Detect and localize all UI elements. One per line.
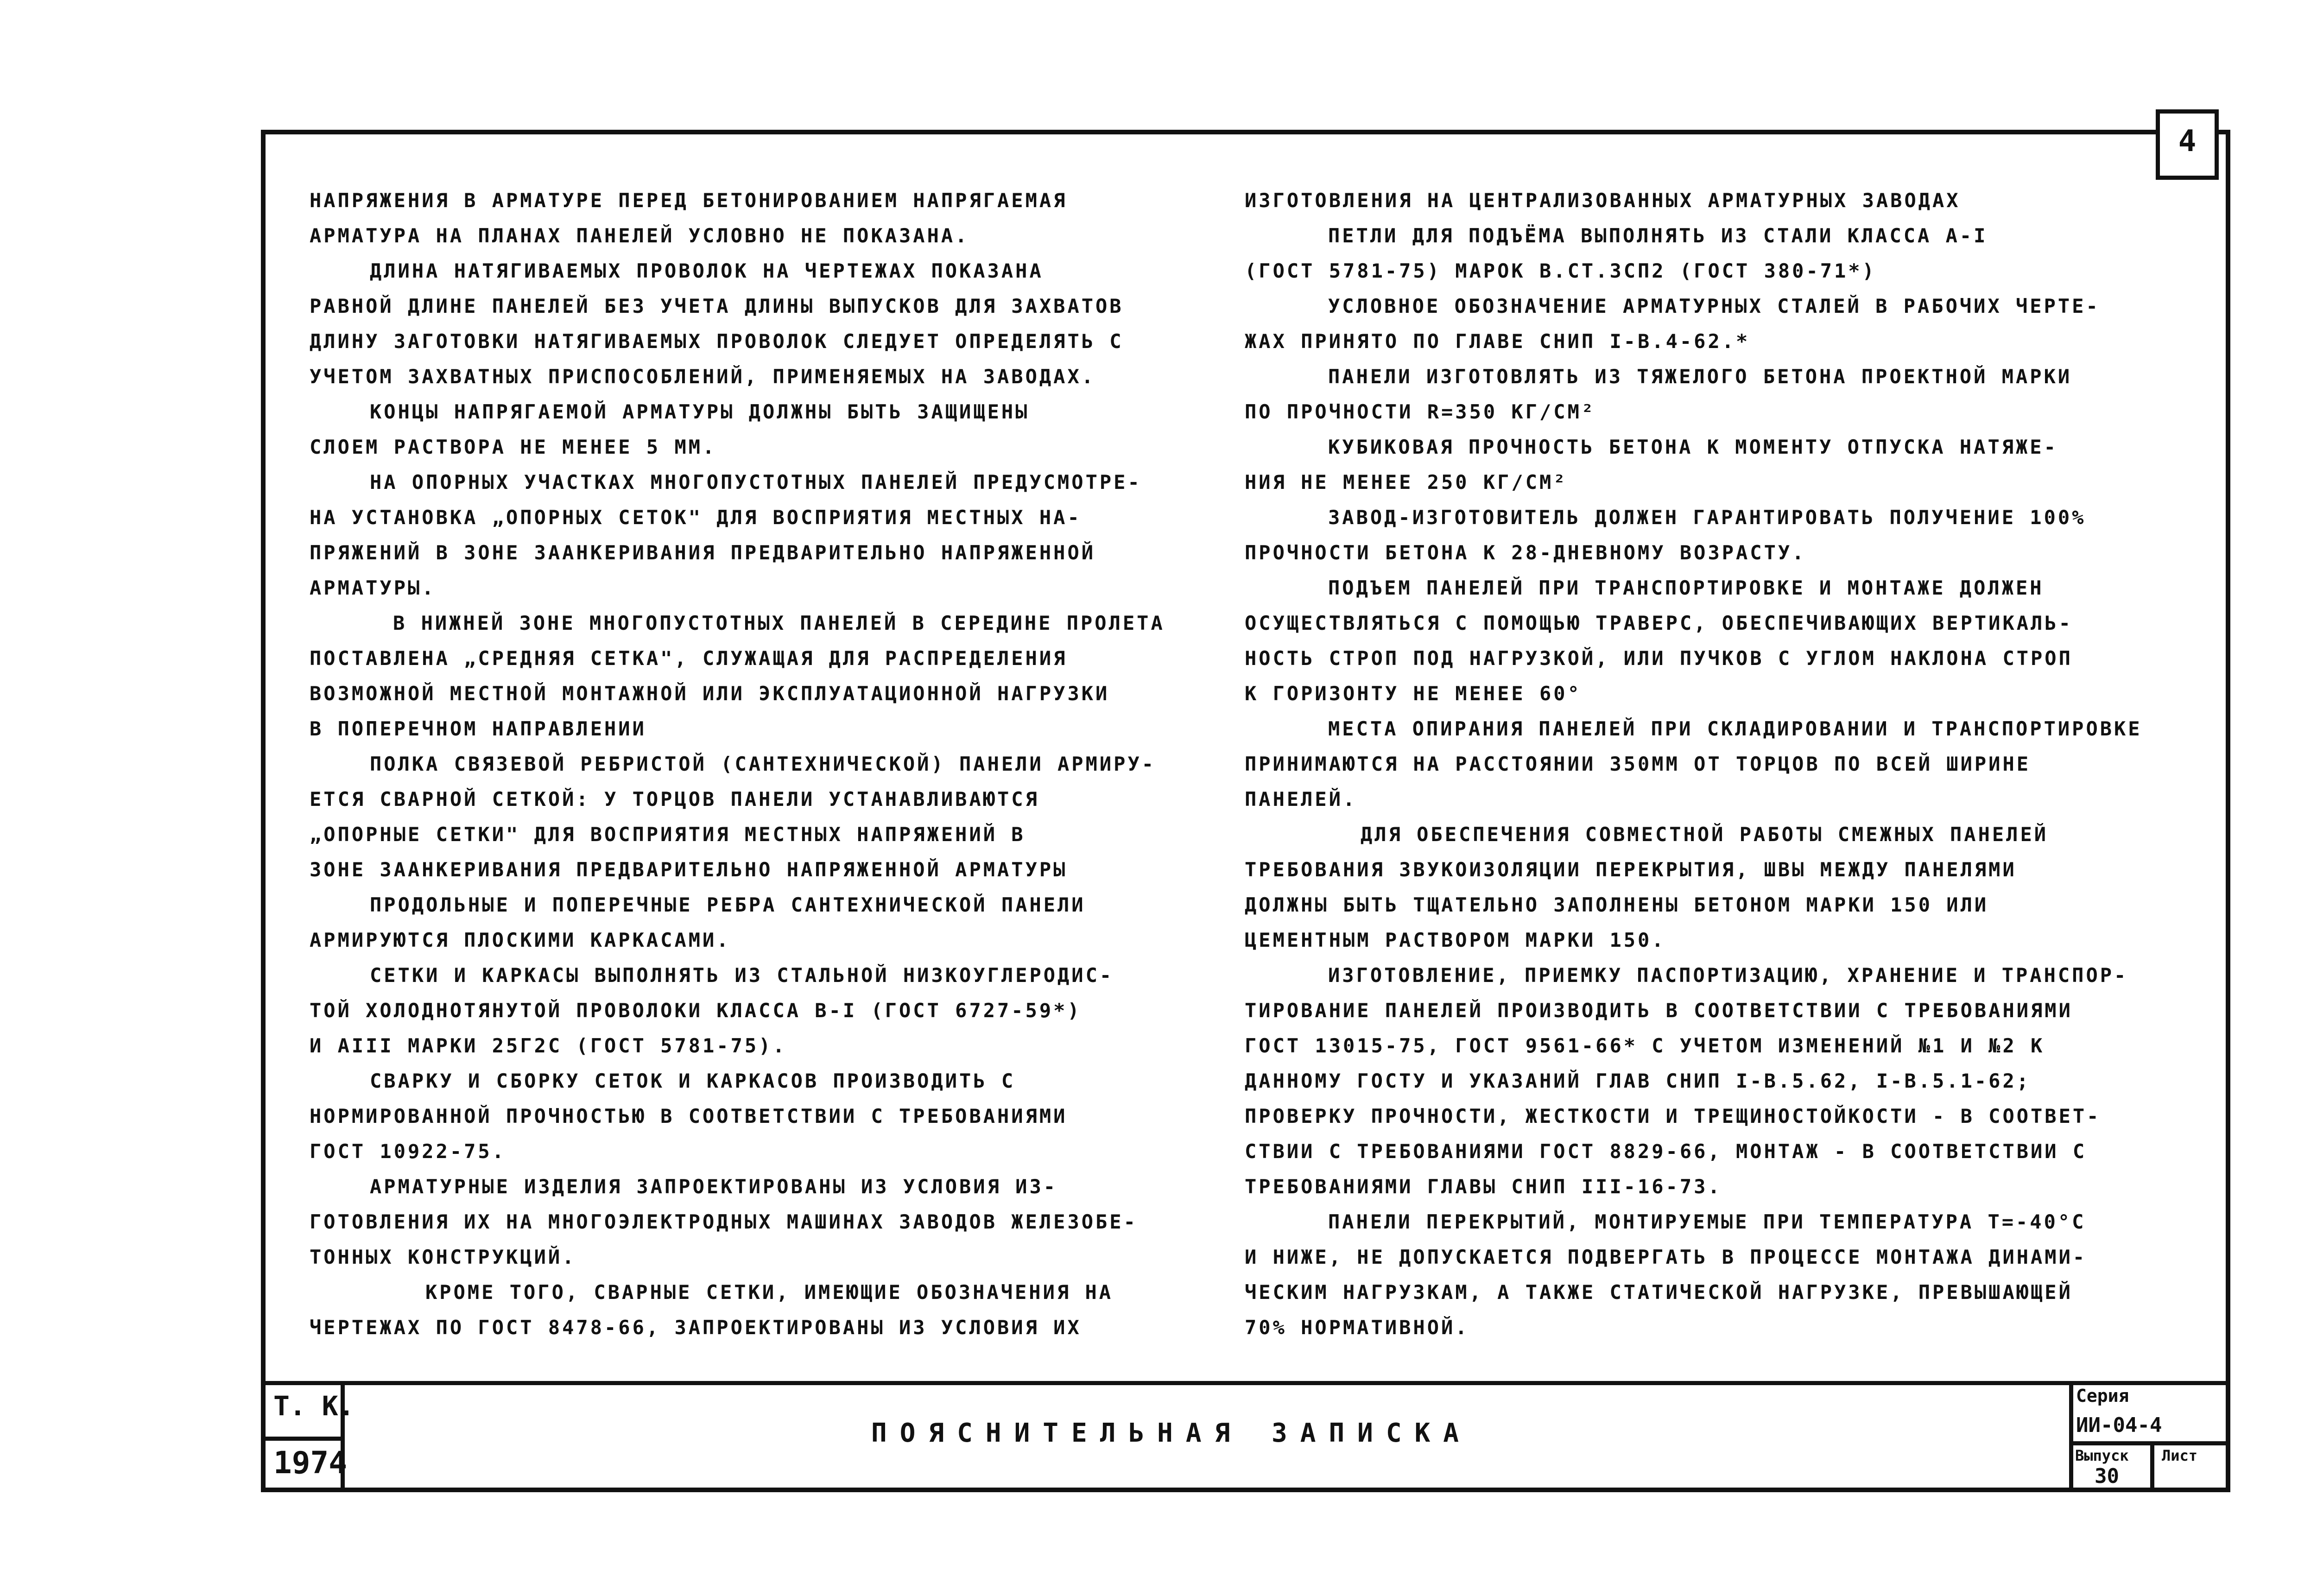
text-line: ПАНЕЛИ ПЕРЕКРЫТИЙ, МОНТИРУЕМЫЕ ПРИ ТЕМПЕРАТУРА T=-40°С: [1328, 1210, 2086, 1233]
text-line: ПОЛКА СВЯЗЕВОЙ РЕБРИСТОЙ (САНТЕХНИЧЕСКОЙ) ПАНЕЛИ АРМИРУ-: [370, 753, 1156, 775]
text-line: (ГОСТ 5781-75) МАРОК В.СТ.3СП2 (ГОСТ 380-71*): [1245, 260, 1876, 282]
text-line: МЕСТА ОПИРАНИЯ ПАНЕЛЕЙ ПРИ СКЛАДИРОВАНИИ И ТРАНСПОРТИРОВКЕ: [1328, 717, 2142, 740]
text-line: ГОСТ 13015-75, ГОСТ 9561-66* С УЧЕТОМ ИЗМЕНЕНИЙ №1 И №2 К: [1245, 1034, 2045, 1057]
text-line: АРМАТУРА НА ПЛАНАХ ПАНЕЛЕЙ УСЛОВНО НЕ ПОКАЗАНА.: [310, 224, 969, 247]
document-title: ПОЯСНИТЕЛЬНАЯ ЗАПИСКА: [871, 1418, 1472, 1448]
text-line: ПЕТЛИ ДЛЯ ПОДЪЁМА ВЫПОЛНЯТЬ ИЗ СТАЛИ КЛАССА А-I: [1328, 224, 1988, 247]
text-line: НОРМИРОВАННОЙ ПРОЧНОСТЬЮ В СООТВЕТСТВИИ С ТРЕБОВАНИЯМИ: [310, 1105, 1068, 1127]
text-line: ДЛИНУ ЗАГОТОВКИ НАТЯГИВАЕМЫХ ПРОВОЛОК СЛЕДУЕТ ОПРЕДЕЛЯТЬ С: [310, 330, 1124, 353]
text-line: И НИЖЕ, НЕ ДОПУСКАЕТСЯ ПОДВЕРГАТЬ В ПРОЦЕССЕ МОНТАЖА ДИНАМИ-: [1245, 1246, 2087, 1268]
text-line: ПРЯЖЕНИЙ В ЗОНЕ ЗААНКЕРИВАНИЯ ПРЕДВАРИТЕЛЬНО НАПРЯЖЕННОЙ: [310, 541, 1096, 564]
text-line: ДОЛЖНЫ БЫТЬ ТЩАТЕЛЬНО ЗАПОЛНЕНЫ БЕТОНОМ МАРКИ 150 ИЛИ: [1245, 893, 1989, 916]
text-line: ТОННЫХ КОНСТРУКЦИЙ.: [310, 1246, 576, 1268]
text-line: ГОСТ 10922-75.: [310, 1140, 506, 1163]
text-line: ОСУЩЕСТВЛЯТЬСЯ С ПОМОЩЬЮ ТРАВЕРС, ОБЕСПЕЧИВАЮЩИХ ВЕРТИКАЛЬ-: [1245, 612, 2073, 634]
text-line: ЕТСЯ СВАРНОЙ СЕТКОЙ: У ТОРЦОВ ПАНЕЛИ УСТАНАВЛИВАЮТСЯ: [310, 788, 1039, 811]
text-line: УСЛОВНОЕ ОБОЗНАЧЕНИЕ АРМАТУРНЫХ СТАЛЕЙ В РАБОЧИХ ЧЕРТЕ-: [1328, 295, 2100, 317]
text-line: ПРОДОЛЬНЫЕ И ПОПЕРЕЧНЫЕ РЕБРА САНТЕХНИЧЕСКОЙ ПАНЕЛИ: [370, 893, 1086, 916]
text-line: СЕТКИ И КАРКАСЫ ВЫПОЛНЯТЬ ИЗ СТАЛЬНОЙ НИЗКОУГЛЕРОДИС-: [370, 964, 1114, 987]
text-line: ЦЕМЕНТНЫМ РАСТВОРОМ МАРКИ 150.: [1245, 929, 1666, 951]
text-line: ВОЗМОЖНОЙ МЕСТНОЙ МОНТАЖНОЙ ИЛИ ЭКСПЛУАТАЦИОННОЙ НАГРУЗКИ: [310, 682, 1110, 705]
text-line: АРМАТУРНЫЕ ИЗДЕЛИЯ ЗАПРОЕКТИРОВАНЫ ИЗ УСЛОВИЯ ИЗ-: [370, 1175, 1058, 1198]
text-line: РАВНОЙ ДЛИНЕ ПАНЕЛЕЙ БЕЗ УЧЕТА ДЛИНЫ ВЫПУСКОВ ДЛЯ ЗАХВАТОВ: [310, 295, 1124, 317]
issue-label: Выпуск: [2075, 1447, 2129, 1464]
sheet-label: Лист: [2162, 1447, 2198, 1464]
text-line: УЧЕТОМ ЗАХВАТНЫХ ПРИСПОСОБЛЕНИЙ, ПРИМЕНЯЕМЫХ НА ЗАВОДАХ.: [310, 365, 1096, 388]
issue-value: 30: [2095, 1464, 2119, 1488]
text-line: ТОЙ ХОЛОДНОТЯНУТОЙ ПРОВОЛОКИ КЛАССА В-I (ГОСТ 6727-59*): [310, 999, 1082, 1022]
series-label: Серия: [2076, 1386, 2129, 1406]
left-text-column: [310, 183, 1213, 1345]
text-line: ПОДЪЕМ ПАНЕЛЕЙ ПРИ ТРАНСПОРТИРОВКЕ И МОНТАЖЕ ДОЛЖЕН: [1328, 576, 2044, 599]
title-block-issue-divider: [2150, 1441, 2154, 1492]
text-line: КРОМЕ ТОГО, СВАРНЫЕ СЕТКИ, ИМЕЮЩИЕ ОБОЗНАЧЕНИЯ НА: [425, 1281, 1114, 1304]
text-line: ЗАВОД-ИЗГОТОВИТЕЛЬ ДОЛЖЕН ГАРАНТИРОВАТЬ ПОЛУЧЕНИЕ 100%: [1328, 506, 2086, 529]
text-line: В НИЖНЕЙ ЗОНЕ МНОГОПУСТОТНЫХ ПАНЕЛЕЙ В СЕРЕДИНЕ ПРОЛЕТА: [393, 612, 1165, 634]
text-line: НОСТЬ СТРОП ПОД НАГРУЗКОЙ, ИЛИ ПУЧКОВ С УГЛОМ НАКЛОНА СТРОП: [1245, 647, 2073, 670]
text-line: „ОПОРНЫЕ СЕТКИ" ДЛЯ ВОСПРИЯТИЯ МЕСТНЫХ НАПРЯЖЕНИЙ В: [310, 823, 1026, 846]
drawing-year: 1974: [273, 1445, 347, 1481]
text-line: ДЛИНА НАТЯГИВАЕМЫХ ПРОВОЛОК НА ЧЕРТЕЖАХ ПОКАЗАНА: [370, 260, 1044, 282]
text-line: ПО ПРОЧНОСТИ R=350 КГ/СМ²: [1245, 400, 1596, 423]
text-line: ЖАХ ПРИНЯТО ПО ГЛАВЕ СНИП I-В.4-62.*: [1245, 330, 1750, 353]
text-line: НА ОПОРНЫХ УЧАСТКАХ МНОГОПУСТОТНЫХ ПАНЕЛЕЙ ПРЕДУСМОТРЕ-: [370, 471, 1142, 494]
text-line: СЛОЕМ РАСТВОРА НЕ МЕНЕЕ 5 ММ.: [310, 436, 717, 458]
drawing-code: Т. К.: [273, 1390, 355, 1422]
text-line: АРМИРУЮТСЯ ПЛОСКИМИ КАРКАСАМИ.: [310, 929, 731, 951]
text-line: ДЛЯ ОБЕСПЕЧЕНИЯ СОВМЕСТНОЙ РАБОТЫ СМЕЖНЫХ ПАНЕЛЕЙ: [1361, 823, 2049, 846]
text-line: ПОСТАВЛЕНА „СРЕДНЯЯ СЕТКА", СЛУЖАЩАЯ ДЛЯ РАСПРЕДЕЛЕНИЯ: [310, 647, 1068, 670]
text-line: СТВИИ С ТРЕБОВАНИЯМИ ГОСТ 8829-66, МОНТАЖ - В СООТВЕТСТВИИ С: [1245, 1140, 2087, 1163]
text-line: 70% НОРМАТИВНОЙ.: [1245, 1316, 1469, 1339]
text-line: И АIII МАРКИ 25Г2С (ГОСТ 5781-75).: [310, 1034, 787, 1057]
title-block-right-divider: [2069, 1381, 2073, 1492]
sheet-number: 4: [2156, 109, 2219, 180]
text-line: ПАНЕЛИ ИЗГОТОВЛЯТЬ ИЗ ТЯЖЕЛОГО БЕТОНА ПРОЕКТНОЙ МАРКИ: [1328, 365, 2072, 388]
text-line: В ПОПЕРЕЧНОМ НАПРАВЛЕНИИ: [310, 717, 646, 740]
text-line: ПРОВЕРКУ ПРОЧНОСТИ, ЖЕСТКОСТИ И ТРЕЩИНОСТОЙКОСТИ - В СООТВЕТ-: [1245, 1105, 2101, 1127]
text-line: ПРИНИМАЮТСЯ НА РАССТОЯНИИ 350ММ ОТ ТОРЦОВ ПО ВСЕЙ ШИРИНЕ: [1245, 753, 2031, 775]
text-line: СВАРКУ И СБОРКУ СЕТОК И КАРКАСОВ ПРОИЗВОДИТЬ С: [370, 1070, 1016, 1092]
right-text-column: [1245, 183, 2218, 1345]
text-line: ДАННОМУ ГОСТУ И УКАЗАНИЙ ГЛАВ СНИП I-В.5.62, I-В.5.1-62;: [1245, 1070, 2031, 1092]
text-line: ТИРОВАНИЕ ПАНЕЛЕЙ ПРОИЗВОДИТЬ В СООТВЕТСТВИИ С ТРЕБОВАНИЯМИ: [1245, 999, 2073, 1022]
text-line: ГОТОВЛЕНИЯ ИХ НА МНОГОЭЛЕКТРОДНЫХ МАШИНАХ ЗАВОДОВ ЖЕЛЕЗОБЕ-: [310, 1210, 1138, 1233]
text-line: ИЗГОТОВЛЕНИЕ, ПРИЕМКУ ПАСПОРТИЗАЦИЮ, ХРАНЕНИЕ И ТРАНСПОР-: [1328, 964, 2128, 987]
title-block-code-divider: [261, 1437, 344, 1441]
title-block-series-divider: [2069, 1441, 2230, 1445]
text-line: К ГОРИЗОНТУ НЕ МЕНЕЕ 60°: [1245, 682, 1582, 705]
text-line: НИЯ НЕ МЕНЕЕ 250 КГ/СМ²: [1245, 471, 1568, 494]
text-line: КОНЦЫ НАПРЯГАЕМОЙ АРМАТУРЫ ДОЛЖНЫ БЫТЬ ЗАЩИЩЕНЫ: [370, 400, 1030, 423]
title-block-top-border: [261, 1381, 2230, 1385]
text-line: АРМАТУРЫ.: [310, 576, 436, 599]
text-line: ЗОНЕ ЗААНКЕРИВАНИЯ ПРЕДВАРИТЕЛЬНО НАПРЯЖЕННОЙ АРМАТУРЫ: [310, 858, 1068, 881]
text-line: ЧЕРТЕЖАХ ПО ГОСТ 8478-66, ЗАПРОЕКТИРОВАНЫ ИЗ УСЛОВИЯ ИХ: [310, 1316, 1082, 1339]
text-line: ИЗГОТОВЛЕНИЯ НА ЦЕНТРАЛИЗОВАННЫХ АРМАТУРНЫХ ЗАВОДАХ: [1245, 189, 1961, 212]
text-line: НАПРЯЖЕНИЯ В АРМАТУРЕ ПЕРЕД БЕТОНИРОВАНИЕМ НАПРЯГАЕМАЯ: [310, 189, 1068, 212]
text-line: ПАНЕЛЕЙ.: [1245, 788, 1357, 811]
text-line: КУБИКОВАЯ ПРОЧНОСТЬ БЕТОНА К МОМЕНТУ ОТПУСКА НАТЯЖЕ-: [1328, 436, 2058, 458]
text-line: ПРОЧНОСТИ БЕТОНА К 28-ДНЕВНОМУ ВОЗРАСТУ.: [1245, 541, 1806, 564]
text-line: ТРЕБОВАНИЯМИ ГЛАВЫ СНИП III-16-73.: [1245, 1175, 1722, 1198]
text-line: ТРЕБОВАНИЯ ЗВУКОИЗОЛЯЦИИ ПЕРЕКРЫТИЯ, ШВЫ МЕЖДУ ПАНЕЛЯМИ: [1245, 858, 2017, 881]
series-value: ИИ-04-4: [2076, 1413, 2162, 1437]
text-line: НА УСТАНОВКА „ОПОРНЫХ СЕТОК" ДЛЯ ВОСПРИЯТИЯ МЕСТНЫХ НА-: [310, 506, 1082, 529]
text-line: ЧЕСКИМ НАГРУЗКАМ, А ТАКЖЕ СТАТИЧЕСКОЙ НАГРУЗКЕ, ПРЕВЫШАЮЩЕЙ: [1245, 1281, 2073, 1304]
